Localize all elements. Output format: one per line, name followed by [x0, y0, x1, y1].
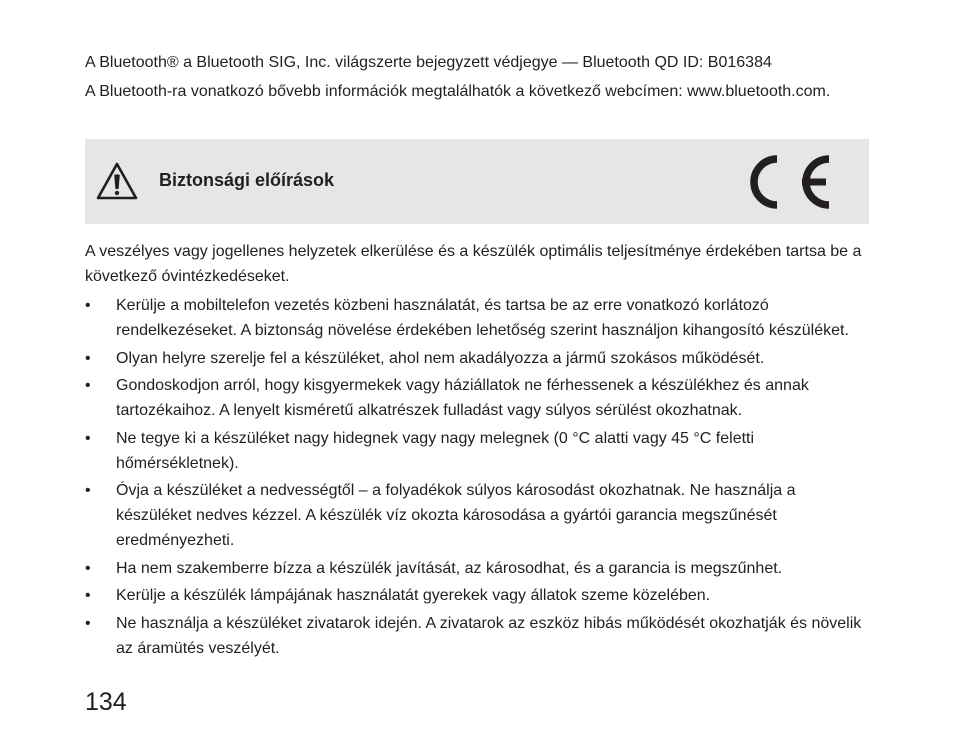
safety-rule-text: Kerülje a mobiltelefon vezetés közbeni használatát, és tartsa be az erre vonatkozó korlátozó rendelkezéseket. A biztonság növelése érdekében lehetőség szerint használjon kihangosító készüléket.: [116, 297, 849, 339]
safety-banner: [85, 139, 869, 224]
bullet-mark: •: [85, 614, 91, 632]
safety-rule-text: Gondoskodjon arról, hogy kisgyermekek vagy háziállatok ne férhessenek a készülékhez és annak tartozékaihoz. A lenyelt kisméretű alkatrészek fulladást vagy súlyos sérülést okozhatnak.: [116, 377, 809, 419]
safety-rule-item: [85, 426, 875, 476]
safety-rule-text: Óvja a készüléket a nedvességtől – a folyadékok súlyos károsodást okozhatnak. Ne használja a készüléket nedves kézzel. A készülék víz okozta károsodása a gyártói garancia megszűnését eredményezheti.: [116, 482, 796, 549]
safety-rule-item: [85, 478, 875, 553]
bullet-mark: •: [85, 587, 91, 604]
safety-rule-text: Olyan helyre szerelje fel a készüléket, ahol nem akadályozza a jármű szokásos működését.: [116, 349, 765, 367]
bluetooth-info-paragraph: A Bluetooth-ra vonatkozó bővebb információk megtalálhatók a következő webcímen: www.bluetooth.com.: [85, 83, 831, 100]
trademark-paragraph: A Bluetooth® a Bluetooth SIG, Inc. világszerte bejegyzett védjegye — Bluetooth QD ID: B016384: [85, 54, 772, 71]
safety-rule-item: [85, 611, 875, 661]
safety-rule-item: [85, 583, 875, 608]
safety-banner-title: Biztonsági előírások: [159, 170, 335, 190]
page-number: 134: [85, 688, 127, 716]
safety-rule-item: [85, 556, 875, 581]
safety-rules-list: [85, 293, 875, 663]
bullet-mark: •: [85, 349, 91, 367]
warning-triangle-icon: [95, 161, 139, 201]
bullet-mark: •: [85, 377, 91, 394]
bullet-mark: •: [85, 429, 91, 447]
ce-mark-icon: [739, 149, 835, 215]
safety-rule-item: [85, 346, 875, 371]
safety-rule-item: [85, 293, 875, 343]
intro-paragraph: A veszélyes vagy jogellenes helyzetek elkerülése és a készülék optimális teljesítménye érdekében tartsa be a következő óvintézkedéseket.: [85, 243, 862, 285]
bullet-mark: •: [85, 482, 91, 499]
bullet-mark: •: [85, 297, 91, 314]
safety-rule-text: Ne használja a készüléket zivatarok idején. A zivatarok az eszköz hibás működését okozhatják és növelik az áramütés veszélyét.: [116, 614, 862, 657]
safety-rule-text: Ha nem szakemberre bízza a készülék javítását, az károsodhat, és a garancia is megszűnhet.: [116, 559, 783, 577]
bullet-mark: •: [85, 559, 91, 577]
safety-rule-item: [85, 373, 875, 423]
safety-rule-text: Kerülje a készülék lámpájának használatát gyerekek vagy állatok szeme közelében.: [116, 587, 711, 604]
safety-rule-text: Ne tegye ki a készüléket nagy hidegnek vagy nagy melegnek (0 °C alatti vagy 45 °C feletti hőmérsékletnek).: [116, 429, 755, 472]
